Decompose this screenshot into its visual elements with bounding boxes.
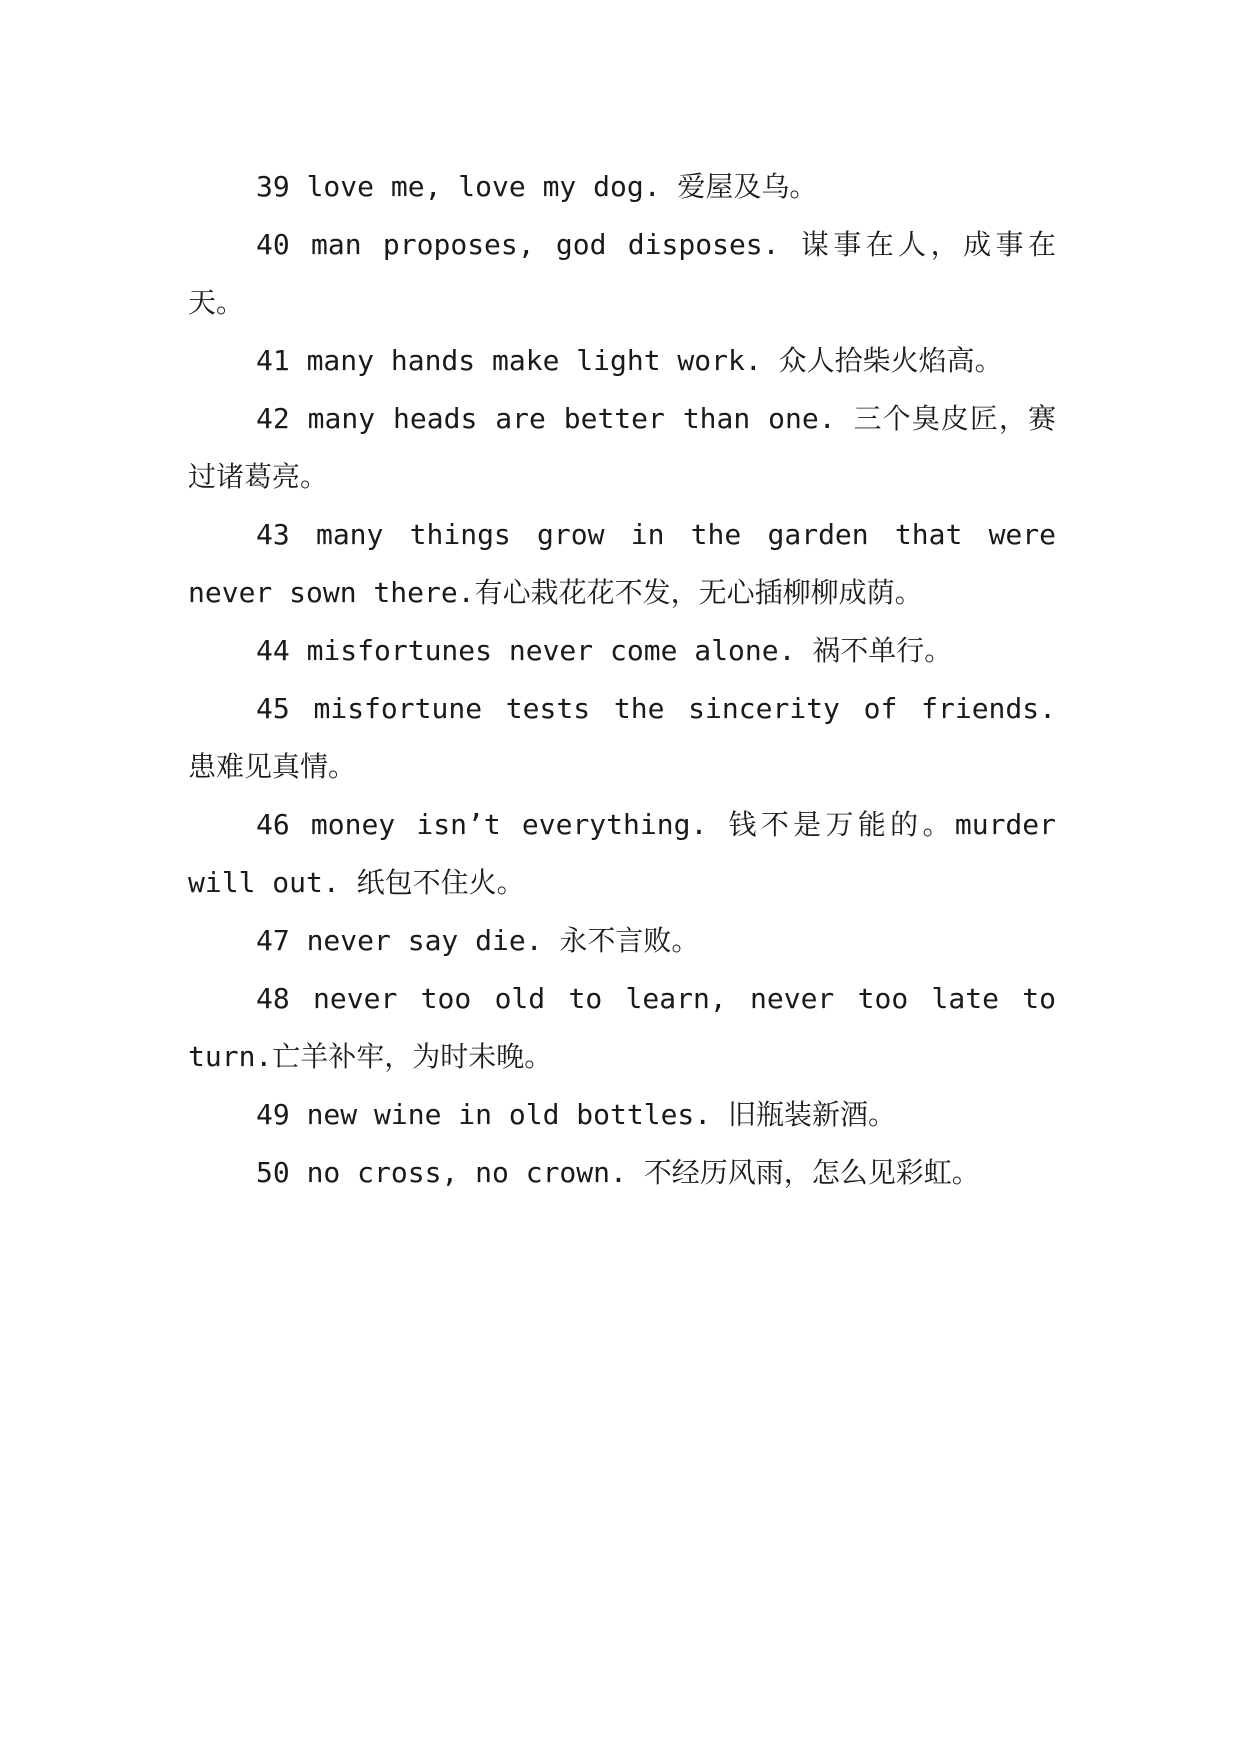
proverb-39: 39 love me, love my dog. 爱屋及乌。 [256, 170, 818, 203]
proverb-41: 41 many hands make light work. 众人拾柴火焰高。 [256, 344, 1003, 377]
proverb-48: 48 never too old to learn, never too late to turn.亡羊补牢，为时未晚。 [188, 982, 1056, 1073]
proverb-40: 40 man proposes, god disposes. 谋事在人，成事在天。 [188, 228, 1056, 319]
proverb-44: 44 misfortunes never come alone. 祸不单行。 [256, 634, 953, 667]
proverb-47: 47 never say die. 永不言败。 [256, 924, 700, 957]
proverb-46: 46 money isn’t everything. 钱不是万能的。murder will out. 纸包不住火。 [188, 808, 1056, 899]
proverb-49: 49 new wine in old bottles. 旧瓶装新酒。 [256, 1098, 897, 1131]
proverb-50: 50 no cross, no crown. 不经历风雨，怎么见彩虹。 [256, 1156, 980, 1189]
proverb-43: 43 many things grow in the garden that were never sown there.有心栽花花不发，无心插柳柳成荫。 [188, 518, 1056, 609]
proverb-list [188, 158, 1056, 1202]
proverb-45: 45 misfortune tests the sincerity of friends. 患难见真情。 [188, 692, 1056, 783]
proverb-42: 42 many heads are better than one. 三个臭皮匠，赛过诸葛亮。 [188, 402, 1056, 493]
